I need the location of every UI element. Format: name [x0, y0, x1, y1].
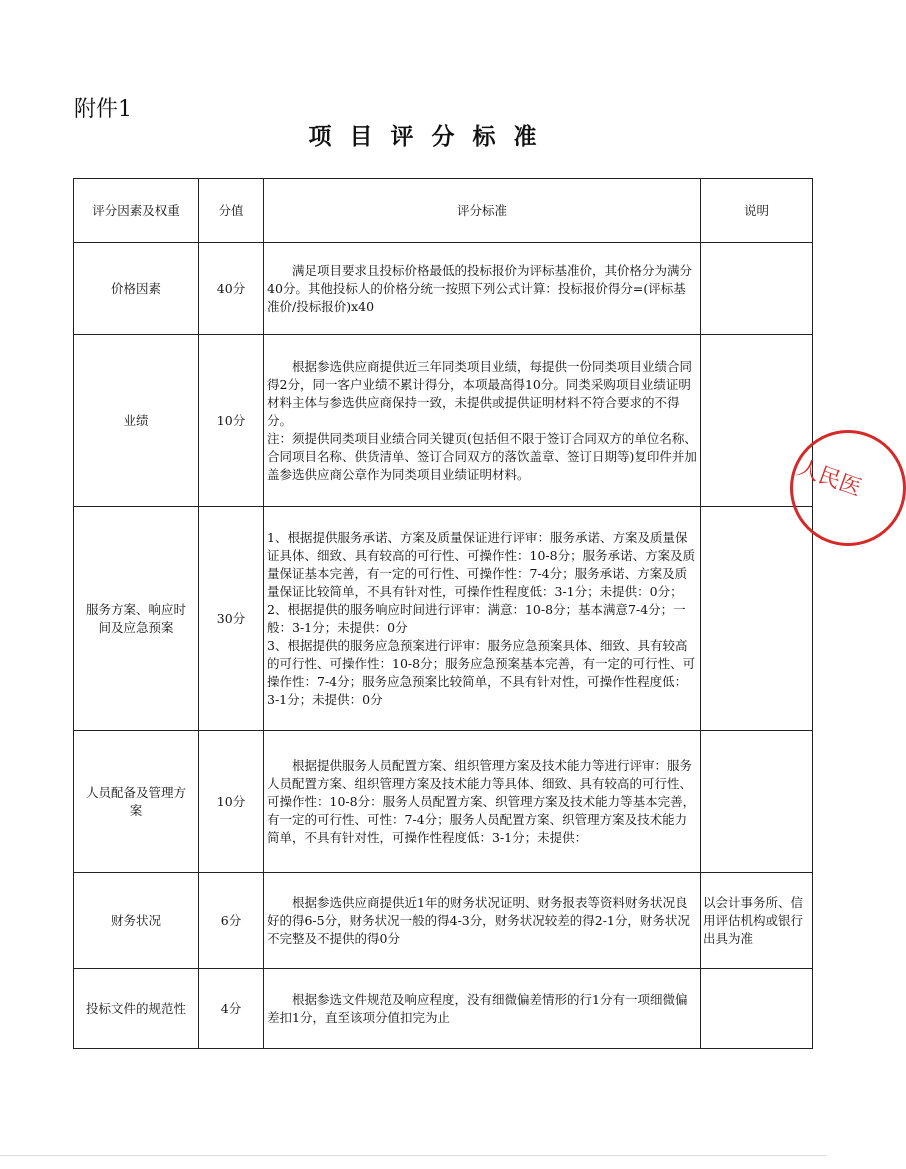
scoring-table — [73, 178, 813, 1049]
table-row — [74, 873, 813, 969]
row-score: 30分 — [199, 507, 264, 731]
row-criteria — [264, 969, 701, 1049]
row-note — [701, 731, 813, 873]
criteria-item-1: 1、根据提供服务承诺、方案及质量保证进行评审：服务承诺、方案及质量保证具体、细致、具有较高的可行性、可操作性：10-8分；服务承诺、方案及质量保证基本完善，有一定的可行性、可操作性：7-4分；服务承诺、方案及质量保证比较简单，不具有针对性，可操作性程度低：3-1分；未提供：0分； — [267, 529, 696, 599]
criteria-item-2: 2、根据提供的服务响应时间进行评审：满意：10-8分；基本满意7-4分；一般：3-1分；未提供：0分 — [267, 601, 686, 635]
document-title: 项目评分标准 — [308, 123, 555, 150]
row-factor: 服务方案、响应时间及应急预案 — [74, 507, 199, 731]
criteria-paragraph: 根据提供服务人员配置方案、组织管理方案及技术能力等进行评审：服务人员配置方案、组织管理方案及技术能力等具体、细致、具有较高的可行性、可操作性：10-8分：服务人员配置方案、织管理方案及技术能力等基本完善，有一定的可行性、可性：7-4分；服务人员配置方案、织管理方案及技术能力简单，不具有针对性，可操作性程度低：3-1分；未提供： — [267, 757, 696, 845]
table-row — [74, 335, 813, 507]
row-factor: 人员配备及管理方案 — [74, 731, 199, 873]
row-score: 40分 — [199, 243, 264, 335]
table-row — [74, 507, 813, 731]
page-edge-line — [0, 1155, 827, 1156]
criteria-paragraph: 满足项目要求且投标价格最低的投标报价为评标基准价，其价格分为满分40分。其他投标人的价格分统一按照下列公式计算：投标报价得分=(评标基准价/投标报价)x40 — [267, 262, 693, 314]
row-criteria — [264, 873, 701, 969]
criteria-paragraph: 根据参选供应商提供近1年的财务状况证明、财务报表等资料财务状况良好的得6-5分，财务状况一般的得4-3分，财务状况较差的得2-1分，财务状况不完整及不提供的得0分 — [267, 894, 690, 946]
row-factor: 业绩 — [74, 335, 199, 507]
criteria-note-paragraph: 注：须提供同类项目业绩合同关键页(包括但不限于签订合同双方的单位名称、合同项目名称、供货清单、签订合同双方的落饮盖章、签订日期等)复印件并加盖参选供应商公章作为同类项目业绩证明材料。 — [267, 430, 697, 482]
row-score: 10分 — [199, 731, 264, 873]
row-score: 4分 — [199, 969, 264, 1049]
header-criteria: 评分标准 — [264, 179, 701, 243]
row-score: 10分 — [199, 335, 264, 507]
table-row — [74, 969, 813, 1049]
row-criteria — [264, 243, 701, 335]
header-note: 说明 — [701, 179, 813, 243]
criteria-paragraph: 根据参选供应商提供近三年同类项目业绩，每提供一份同类项目业绩合同得2分，同一客户业绩不累计得分，本项最高得10分。同类采购项目业绩证明材料主体与参选供应商保持一致，未提供或提供证明材料不符合要求的不得分。 — [267, 358, 693, 428]
attachment-label: 附件1 — [74, 97, 132, 122]
row-note — [701, 243, 813, 335]
row-score: 6分 — [199, 873, 264, 969]
row-note — [701, 507, 813, 731]
criteria-paragraph: 根据参选文件规范及响应程度，没有细微偏差情形的行1分有一项细微偏差扣1分，直至该项分值扣完为止 — [267, 991, 688, 1025]
row-note: 以会计事务所、信用评估机构或银行出具为准 — [701, 873, 813, 969]
row-factor: 投标文件的规范性 — [74, 969, 199, 1049]
seal-text: 人民医 — [794, 455, 865, 502]
table-header-row — [74, 179, 813, 243]
header-score: 分值 — [199, 179, 264, 243]
row-factor: 财务状况 — [74, 873, 199, 969]
row-criteria — [264, 507, 701, 731]
red-seal-stamp — [790, 430, 906, 546]
row-note — [701, 969, 813, 1049]
row-factor: 价格因素 — [74, 243, 199, 335]
row-criteria — [264, 731, 701, 873]
table-row — [74, 243, 813, 335]
criteria-item-3: 3、根据提供的服务应急预案进行评审：服务应急预案具体、细致、具有较高的可行性、可操作性：10-8分；服务应急预案基本完善，有一定的可行性、可操作性：7-4分；服务应急预案比较简单，不具有针对性，可操作性程度低：3-1分；未提供：0分 — [267, 637, 696, 707]
row-criteria — [264, 335, 701, 507]
table-row — [74, 731, 813, 873]
header-factor: 评分因素及权重 — [74, 179, 199, 243]
